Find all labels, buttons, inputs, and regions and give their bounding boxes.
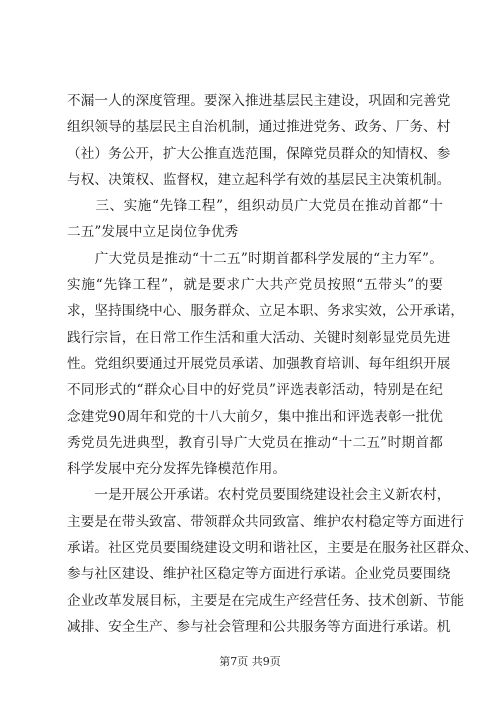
- text-line: 念建党90周年和党的十八大前夕，集中推出和评选表彰一批优: [67, 408, 443, 425]
- text-line: 参与社区建设、维护社区稳定等方面进行承诺。企业党员要围绕: [67, 566, 451, 583]
- text-line: 科学发展中充分发挥先锋模范作用。: [67, 461, 287, 478]
- page-footer: 第7页 共9页: [219, 655, 281, 668]
- text-line: 承诺。社区党员要围绕建设文明和谐社区，主要是在服务社区群众、: [67, 540, 478, 557]
- text-line: 不同形式的“群众心目中的好党员”评选表彰活动，特别是在纪: [67, 382, 443, 399]
- text-line: 性。党组织要通过开展党员承诺、加强教育培训、每年组织开展: [67, 355, 451, 372]
- text-line: 组织领导的基层民主自治机制，通过推进党务、政务、厂务、村: [67, 119, 451, 136]
- text-line: 三、实施“先锋工程”，组织动员广大党员在推动首都“十: [67, 198, 443, 215]
- text-line: 主要是在带头致富、带领群众共同致富、维护农村稳定等方面进行: [67, 513, 465, 530]
- text-line: 践行宗旨，在日常工作生活和重大活动、关键时刻彰显党员先进: [67, 329, 451, 346]
- text-line: 广大党员是推动“十二五”时期首都科学发展的“主力军”。: [67, 250, 443, 267]
- text-line: 二五”发展中立足岗位争优秀: [67, 224, 239, 241]
- text-line: 企业改革发展目标，主要是在完成生产经营任务、技术创新、节能: [67, 592, 465, 609]
- text-line: 实施“先锋工程”，就是要求广大共产党员按照“五带头”的要: [67, 277, 443, 294]
- text-line: 减排、安全生产、参与社会管理和公共服务等方面进行承诺。机: [67, 618, 451, 635]
- body-text: [67, 88, 478, 640]
- text-line: 求，坚持围绕中心、服务群众、立足本职、务求实效，公开承诺，: [67, 303, 465, 320]
- text-line: 一是开展公开承诺。农村党员要围绕建设社会主义新农村，: [67, 487, 451, 504]
- text-line: 秀党员先进典型，教育引导广大党员在推动“十二五”时期首都: [67, 434, 443, 451]
- text-line: 与权、决策权、监督权，建立起科学有效的基层民主决策机制。: [67, 171, 451, 188]
- text-line: （社）务公开，扩大公推直选范围，保障党员群众的知情权、参: [67, 145, 451, 162]
- text-line: 不漏一人的深度管理。要深入推进基层民主建设，巩固和完善党: [67, 93, 451, 109]
